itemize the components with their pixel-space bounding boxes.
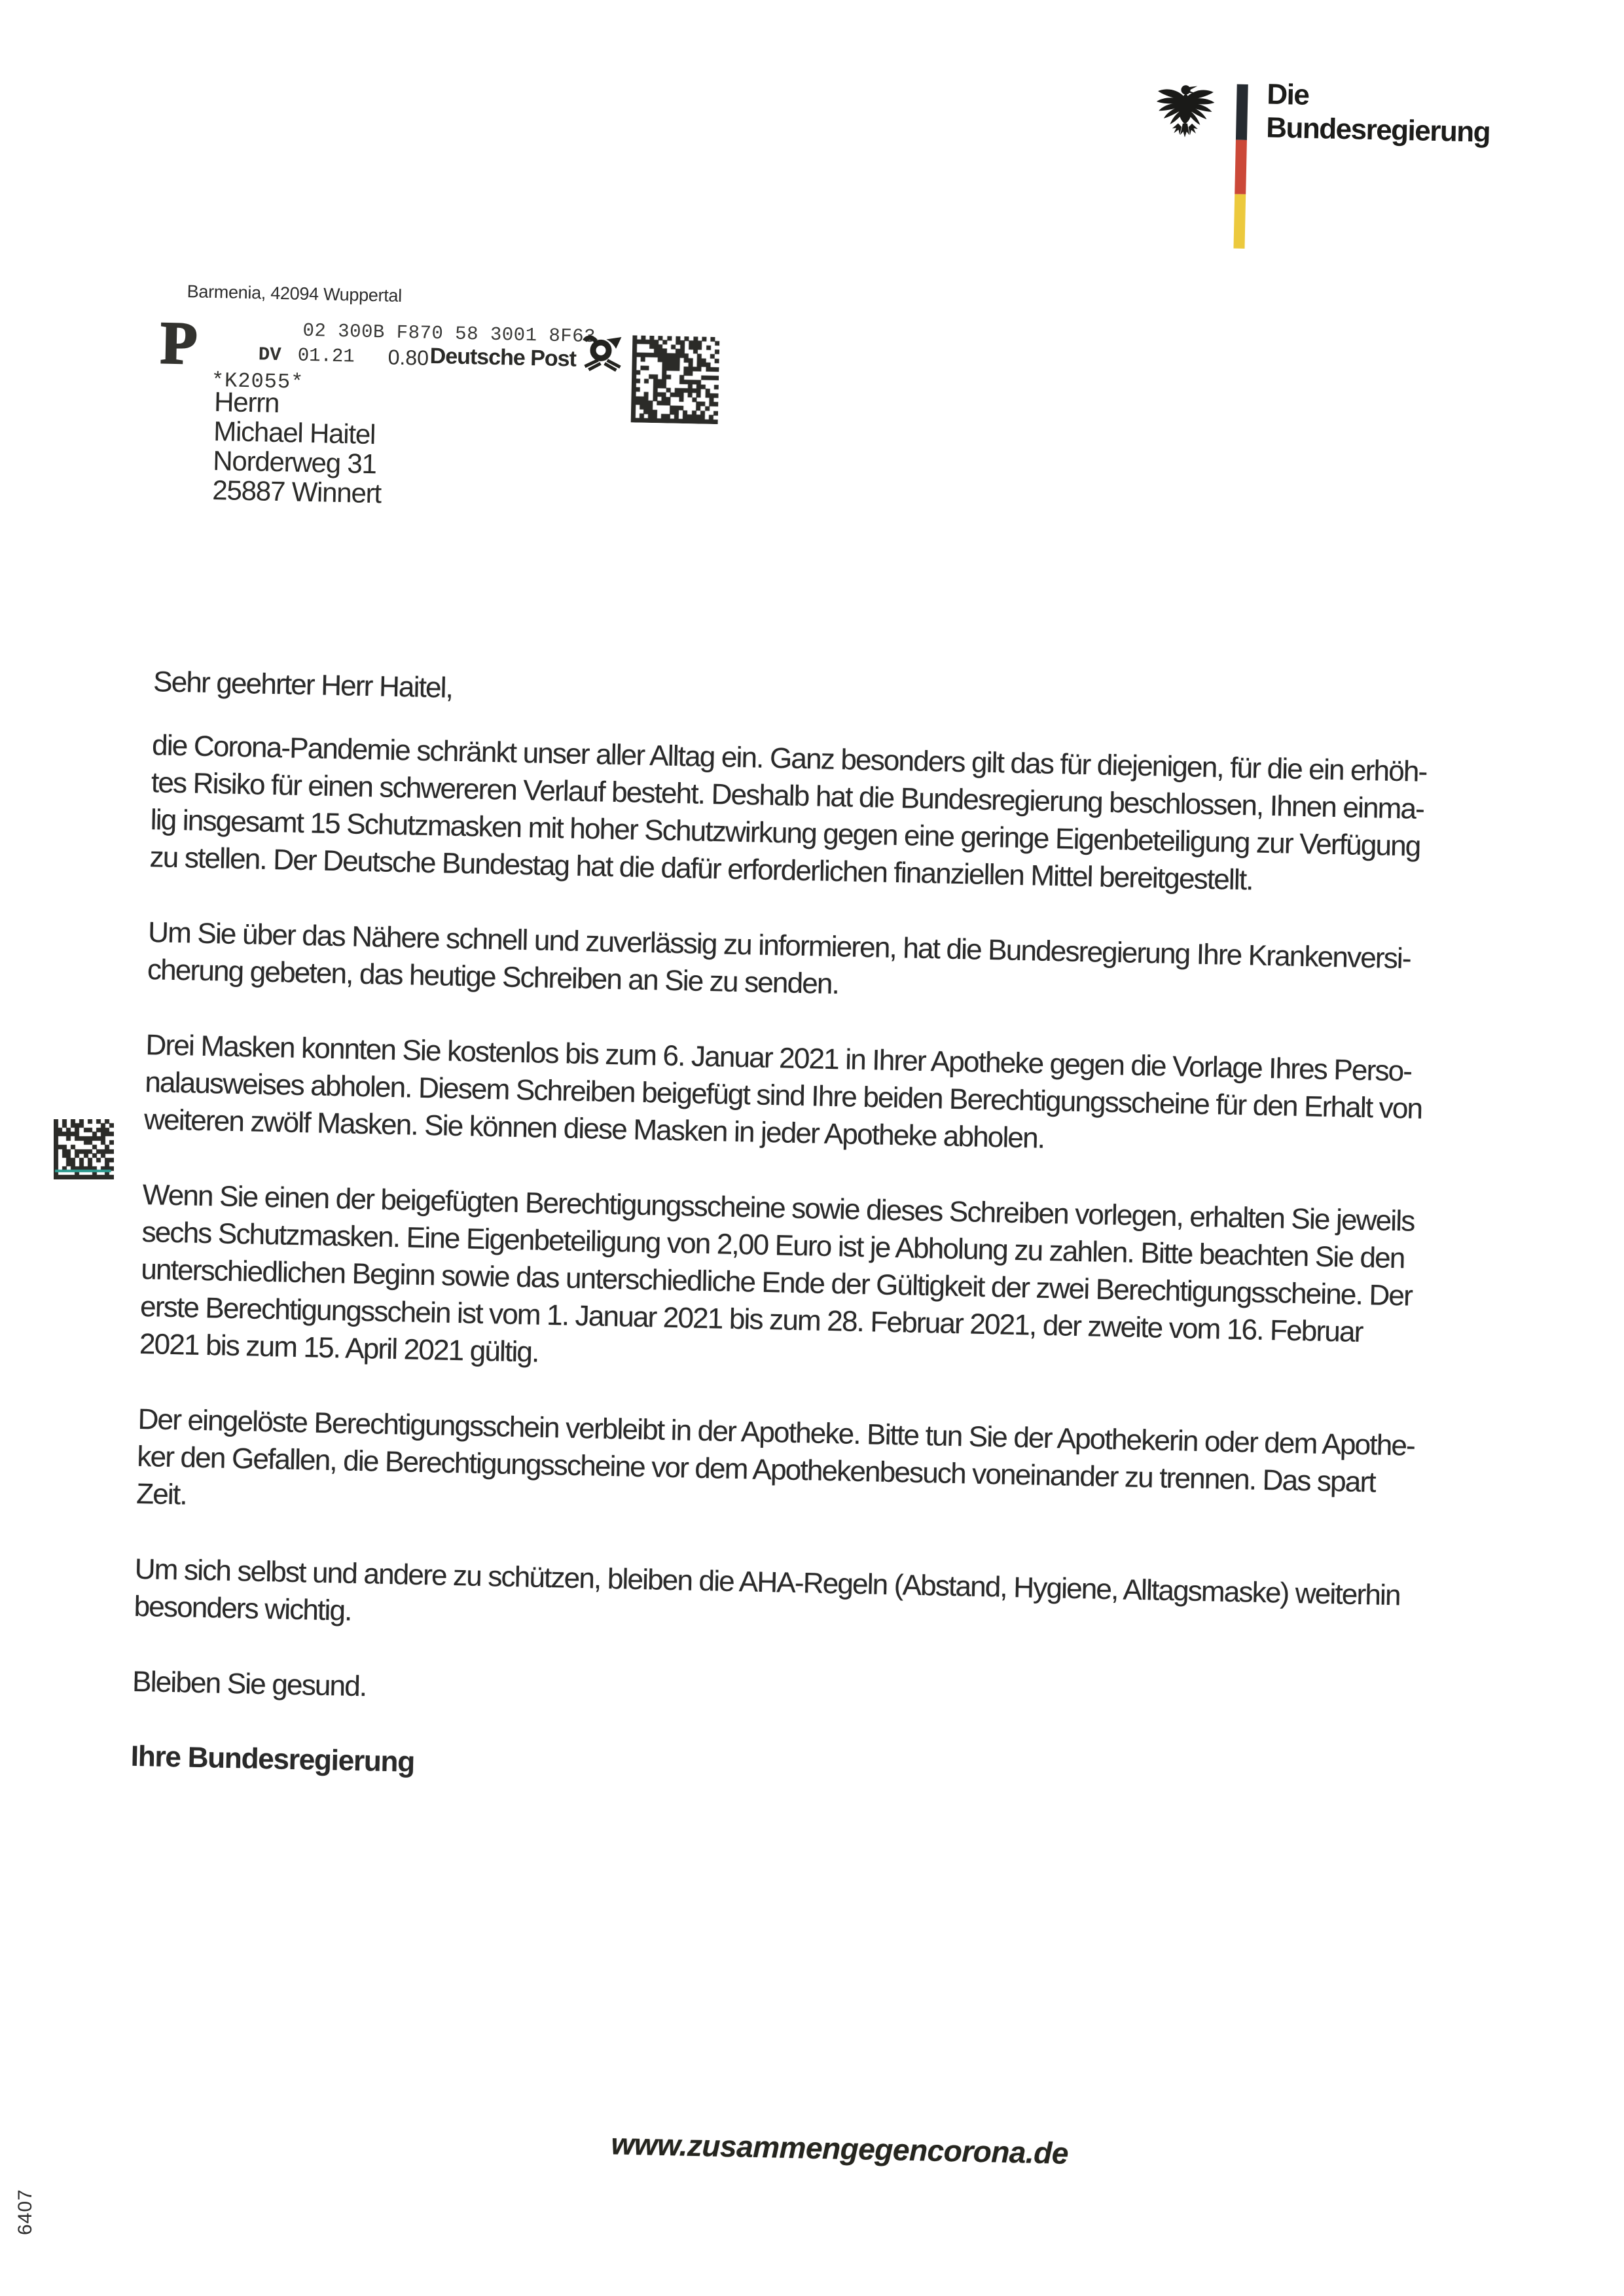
recipient-sort-code: *K2055* <box>211 368 304 395</box>
salutation: Sehr geehrter Herr Haitel, <box>153 666 453 704</box>
gov-logo-wordmark <box>1266 78 1491 149</box>
german-flag-stripe <box>1233 84 1248 249</box>
posthorn-icon <box>582 336 623 372</box>
gov-logo-line1: Die <box>1266 78 1309 111</box>
letter-body <box>130 663 1515 1841</box>
flag-red-segment <box>1235 140 1247 194</box>
franking-code: 02 300B F870 58 3001 8F63 <box>302 319 596 348</box>
closing-line: Bleiben Sie gesund. <box>132 1665 367 1703</box>
paragraph-2: Um Sie über das Nähere schnell und zuverlässig zu informieren, hat die Bundesregierung Ihre Krankenversi- cherung gebeten, das heutige Schreiben an Sie zu senden. <box>147 916 1411 1001</box>
post-p-mark: P <box>160 309 198 377</box>
postage-amount: 0.80 <box>388 345 429 370</box>
form-number: 6407 <box>14 2189 36 2235</box>
recipient-address: Herrn Michael Haitel Norderweg 31 25887 Winnert <box>211 386 382 509</box>
paragraph-4: Wenn Sie einen der beigefügten Berechtigungsscheine sowie dieses Schreiben vorlegen, erhalten Sie jeweils sechs Schutzmasken. Eine Eigenbeteiligung von 2,00 Euro ist je Abholung zu zahlen. Bitte beachten Sie den unterschiedlichen Beginn sowie das unterschiedliche Ende der Gültigkeit der zwei Berechtigungsscheine. Der erste Berechtigungsschein ist vom 1. Januar 2021 bis zum 28. Februar 2021, der zweite vom 16. Februar 2021 bis zum 15. April 2021 gültig. <box>139 1178 1415 1369</box>
paragraph-5: Der eingelöste Berechtigungsschein verbleibt in der Apotheke. Bitte tun Sie der Apothekerin oder dem Apothe- ker den Gefallen, die Berechtigungsscheine vor dem Apothekenbesuch voneinander zu trennen. Das spart Zeit. <box>135 1403 1415 1511</box>
flag-black-segment <box>1236 84 1248 140</box>
campaign-website: www.zusammengegencorona.de <box>611 2126 1069 2170</box>
flag-gold-segment <box>1233 194 1246 249</box>
gov-logo-line2: Bundesregierung <box>1265 111 1490 149</box>
federal-eagle-icon <box>1155 79 1216 145</box>
dv-label: DV <box>258 344 281 367</box>
dv-date: 01.21 <box>297 344 355 368</box>
paragraph-6: Um sich selbst und andere zu schützen, bleiben die AHA-Regeln (Abstand, Hygiene, Alltagsmaske) weiterhin besonders wichtig. <box>134 1552 1401 1627</box>
bundesregierung-logo <box>1152 79 1562 284</box>
paragraph-3: Drei Masken konnten Sie kostenlos bis zum 6. Januar 2021 in Ihrer Apotheke gegen die Vorlage Ihres Perso- nalausweises abholen. Diesem Schreiben beigefügt sind Ihre beiden Berechtigungsscheine für den Erhalt von weiteren zwölf Masken. Sie können diese Masken in jeder Apotheke abholen. <box>143 1029 1422 1155</box>
margin-datamatrix-barcode <box>54 1119 114 1179</box>
carrier-name: Deutsche Post <box>429 343 577 372</box>
frankit-datamatrix-barcode <box>631 335 720 424</box>
signature-line: Ihre Bundesregierung <box>130 1740 415 1778</box>
paragraph-1: die Corona-Pandemie schränkt unser aller Alltag ein. Ganz besonders gilt das für diejenigen, für die ein erhöh- tes Risiko für einen schwereren Verlauf besteht. Deshalb hat die Bundesregierung beschlossen, Ihnen einma- lig insgesamt 15 Schutzmasken mit hoher Schutzwirkung gegen eine geringe Eigenbeteiligung zur Verfügung zu stellen. Der Deutsche Bundestag hat die dafür erforderlichen finanziellen Mittel bereitgestellt. <box>149 729 1427 897</box>
sender-return-line: Barmenia, 42094 Wuppertal <box>187 281 403 306</box>
